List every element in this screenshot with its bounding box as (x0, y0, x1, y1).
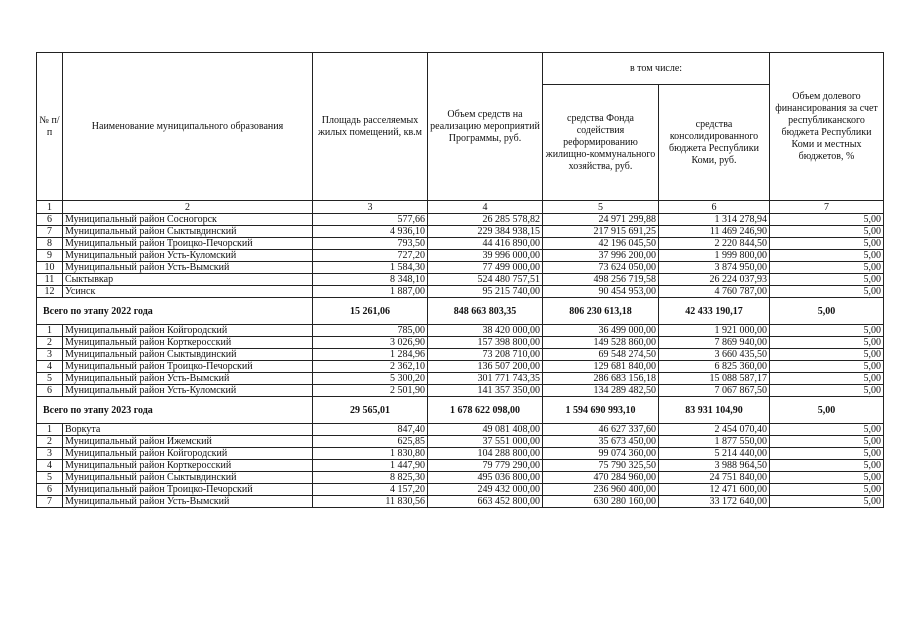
fund-resources: 129 681 840,00 (543, 361, 659, 373)
fund-resources: 37 996 200,00 (543, 250, 659, 262)
header-republic-budget: средства консолидированного бюджета Республики Коми, руб. (659, 85, 770, 201)
table-row (37, 484, 884, 496)
living-area: 1 830,80 (313, 448, 428, 460)
program-funds: 157 398 800,00 (428, 337, 543, 349)
living-area: 3 026,90 (313, 337, 428, 349)
cofinancing-share: 5,00 (770, 436, 884, 448)
fund-resources: 498 256 719,58 (543, 274, 659, 286)
program-funds: 38 420 000,00 (428, 325, 543, 337)
fund-resources: 42 196 045,50 (543, 238, 659, 250)
table-row (37, 361, 884, 373)
republic-budget: 26 224 037,93 (659, 274, 770, 286)
municipality-name: Муниципальный район Троицко-Печорский (63, 484, 313, 496)
row-number: 6 (37, 484, 63, 496)
row-number: 5 (37, 373, 63, 385)
fund-resources: 35 673 450,00 (543, 436, 659, 448)
cofinancing-share: 5,00 (770, 496, 884, 508)
stage-total-label: Всего по этапу 2022 года (37, 298, 313, 325)
column-number: 3 (313, 201, 428, 214)
table-row (37, 349, 884, 361)
cofinancing-share: 5,00 (770, 226, 884, 238)
header-row-number: № п/п (37, 53, 63, 201)
municipality-name: Муниципальный район Усть-Куломский (63, 250, 313, 262)
republic-budget: 1 921 000,00 (659, 325, 770, 337)
program-funds: 141 357 350,00 (428, 385, 543, 397)
program-funds: 663 452 800,00 (428, 496, 543, 508)
cofinancing-share: 5,00 (770, 460, 884, 472)
row-number: 3 (37, 349, 63, 361)
republic-budget: 3 660 435,50 (659, 349, 770, 361)
stage-total-program-funds: 848 663 803,35 (428, 298, 543, 325)
republic-budget: 3 988 964,50 (659, 460, 770, 472)
fund-resources: 75 790 325,50 (543, 460, 659, 472)
column-number: 4 (428, 201, 543, 214)
row-number: 5 (37, 472, 63, 484)
column-number: 7 (770, 201, 884, 214)
column-numbers-row (37, 201, 884, 214)
living-area: 793,50 (313, 238, 428, 250)
cofinancing-share: 5,00 (770, 238, 884, 250)
program-funds: 26 285 578,82 (428, 214, 543, 226)
fund-resources: 286 683 156,18 (543, 373, 659, 385)
fund-resources: 470 284 960,00 (543, 472, 659, 484)
fund-resources: 99 074 360,00 (543, 448, 659, 460)
cofinancing-share: 5,00 (770, 361, 884, 373)
republic-budget: 1 314 278,94 (659, 214, 770, 226)
stage-total-republic-budget: 83 931 104,90 (659, 397, 770, 424)
living-area: 4 936,10 (313, 226, 428, 238)
living-area: 1 584,30 (313, 262, 428, 274)
republic-budget: 15 088 587,17 (659, 373, 770, 385)
row-number: 7 (37, 496, 63, 508)
municipality-name: Муниципальный район Койгородский (63, 448, 313, 460)
cofinancing-share: 5,00 (770, 262, 884, 274)
stage-total-share: 5,00 (770, 397, 884, 424)
republic-budget: 11 469 246,90 (659, 226, 770, 238)
row-number: 2 (37, 337, 63, 349)
program-funds: 73 208 710,00 (428, 349, 543, 361)
republic-budget: 3 874 950,00 (659, 262, 770, 274)
program-funds: 49 081 408,00 (428, 424, 543, 436)
cofinancing-share: 5,00 (770, 373, 884, 385)
table-row (37, 496, 884, 508)
table-row (37, 373, 884, 385)
header-cofinancing-share: Объем долевого финансирования за счет республиканского бюджета Республики Коми и местных бюджетов, % (770, 53, 884, 201)
funding-table (36, 52, 884, 508)
municipality-name: Муниципальный район Усть-Вымский (63, 262, 313, 274)
stage-total-program-funds: 1 678 622 098,00 (428, 397, 543, 424)
cofinancing-share: 5,00 (770, 250, 884, 262)
program-funds: 524 480 757,51 (428, 274, 543, 286)
fund-resources: 149 528 860,00 (543, 337, 659, 349)
municipality-name: Муниципальный район Корткеросский (63, 337, 313, 349)
living-area: 8 825,30 (313, 472, 428, 484)
table-row (37, 436, 884, 448)
row-number: 10 (37, 262, 63, 274)
cofinancing-share: 5,00 (770, 349, 884, 361)
municipality-name: Муниципальный район Сыктывдинский (63, 349, 313, 361)
living-area: 577,66 (313, 214, 428, 226)
republic-budget: 1 877 550,00 (659, 436, 770, 448)
row-number: 1 (37, 424, 63, 436)
stage-total-label: Всего по этапу 2023 года (37, 397, 313, 424)
program-funds: 229 384 938,15 (428, 226, 543, 238)
fund-resources: 24 971 299,88 (543, 214, 659, 226)
living-area: 4 157,20 (313, 484, 428, 496)
program-funds: 39 996 000,00 (428, 250, 543, 262)
living-area: 625,85 (313, 436, 428, 448)
cofinancing-share: 5,00 (770, 325, 884, 337)
stage-total-fund-resources: 806 230 613,18 (543, 298, 659, 325)
republic-budget: 33 172 640,00 (659, 496, 770, 508)
municipality-name: Муниципальный район Усть-Вымский (63, 496, 313, 508)
table-row (37, 286, 884, 298)
fund-resources: 46 627 337,60 (543, 424, 659, 436)
fund-resources: 630 280 160,00 (543, 496, 659, 508)
row-number: 6 (37, 214, 63, 226)
row-number: 6 (37, 385, 63, 397)
row-number: 3 (37, 448, 63, 460)
living-area: 1 447,90 (313, 460, 428, 472)
municipality-name: Муниципальный район Троицко-Печорский (63, 238, 313, 250)
municipality-name: Сыктывкар (63, 274, 313, 286)
table-row (37, 472, 884, 484)
fund-resources: 73 624 050,00 (543, 262, 659, 274)
stage-total-republic-budget: 42 433 190,17 (659, 298, 770, 325)
municipality-name: Усинск (63, 286, 313, 298)
cofinancing-share: 5,00 (770, 274, 884, 286)
municipality-name: Муниципальный район Ижемский (63, 436, 313, 448)
stage-total-area: 15 261,06 (313, 298, 428, 325)
row-number: 4 (37, 460, 63, 472)
program-funds: 301 771 743,35 (428, 373, 543, 385)
column-number: 1 (37, 201, 63, 214)
living-area: 8 348,10 (313, 274, 428, 286)
program-funds: 44 416 890,00 (428, 238, 543, 250)
row-number: 11 (37, 274, 63, 286)
table-row (37, 214, 884, 226)
header-program-funds: Объем средств на реализацию мероприятий Программы, руб. (428, 53, 543, 201)
stage-total-fund-resources: 1 594 690 993,10 (543, 397, 659, 424)
republic-budget: 5 214 440,00 (659, 448, 770, 460)
program-funds: 104 288 800,00 (428, 448, 543, 460)
cofinancing-share: 5,00 (770, 337, 884, 349)
stage-total-row (37, 397, 884, 424)
cofinancing-share: 5,00 (770, 385, 884, 397)
program-funds: 249 432 000,00 (428, 484, 543, 496)
cofinancing-share: 5,00 (770, 484, 884, 496)
living-area: 847,40 (313, 424, 428, 436)
stage-total-share: 5,00 (770, 298, 884, 325)
cofinancing-share: 5,00 (770, 448, 884, 460)
municipality-name: Муниципальный район Троицко-Печорский (63, 361, 313, 373)
program-funds: 79 779 290,00 (428, 460, 543, 472)
living-area: 5 300,20 (313, 373, 428, 385)
table-row (37, 325, 884, 337)
program-funds: 37 551 000,00 (428, 436, 543, 448)
municipality-name: Муниципальный район Усть-Куломский (63, 385, 313, 397)
table-row (37, 238, 884, 250)
header-fund-resources: средства Фонда содействия реформированию жилищно-коммунального хозяйства, руб. (543, 85, 659, 201)
column-number: 5 (543, 201, 659, 214)
table-row (37, 250, 884, 262)
cofinancing-share: 5,00 (770, 214, 884, 226)
column-number: 2 (63, 201, 313, 214)
republic-budget: 24 751 840,00 (659, 472, 770, 484)
table-row (37, 262, 884, 274)
cofinancing-share: 5,00 (770, 286, 884, 298)
living-area: 1 284,96 (313, 349, 428, 361)
republic-budget: 2 220 844,50 (659, 238, 770, 250)
municipality-name: Воркута (63, 424, 313, 436)
cofinancing-share: 5,00 (770, 472, 884, 484)
municipality-name: Муниципальный район Сыктывдинский (63, 472, 313, 484)
row-number: 4 (37, 361, 63, 373)
living-area: 11 830,56 (313, 496, 428, 508)
table-row (37, 226, 884, 238)
row-number: 1 (37, 325, 63, 337)
program-funds: 495 036 800,00 (428, 472, 543, 484)
row-number: 8 (37, 238, 63, 250)
table-row (37, 460, 884, 472)
row-number: 2 (37, 436, 63, 448)
header-living-area: Площадь расселяемых жилых помещений, кв.м (313, 53, 428, 201)
fund-resources: 36 499 000,00 (543, 325, 659, 337)
cofinancing-share: 5,00 (770, 424, 884, 436)
header-municipality-name: Наименование муниципального образования (63, 53, 313, 201)
republic-budget: 4 760 787,00 (659, 286, 770, 298)
republic-budget: 6 825 360,00 (659, 361, 770, 373)
program-funds: 77 499 000,00 (428, 262, 543, 274)
row-number: 12 (37, 286, 63, 298)
fund-resources: 236 960 400,00 (543, 484, 659, 496)
living-area: 785,00 (313, 325, 428, 337)
municipality-name: Муниципальный район Койгородский (63, 325, 313, 337)
stage-total-row (37, 298, 884, 325)
table-row (37, 385, 884, 397)
republic-budget: 7 067 867,50 (659, 385, 770, 397)
fund-resources: 217 915 691,25 (543, 226, 659, 238)
row-number: 9 (37, 250, 63, 262)
fund-resources: 90 454 953,00 (543, 286, 659, 298)
table-row (37, 448, 884, 460)
program-funds: 136 507 200,00 (428, 361, 543, 373)
table-row (37, 337, 884, 349)
municipality-name: Муниципальный район Сыктывдинский (63, 226, 313, 238)
municipality-name: Муниципальный район Сосногорск (63, 214, 313, 226)
fund-resources: 69 548 274,50 (543, 349, 659, 361)
column-number: 6 (659, 201, 770, 214)
header-including: в том числе: (543, 53, 770, 85)
table-row (37, 274, 884, 286)
living-area: 727,20 (313, 250, 428, 262)
living-area: 2 501,90 (313, 385, 428, 397)
living-area: 1 887,00 (313, 286, 428, 298)
fund-resources: 134 289 482,50 (543, 385, 659, 397)
row-number: 7 (37, 226, 63, 238)
republic-budget: 7 869 940,00 (659, 337, 770, 349)
republic-budget: 12 471 600,00 (659, 484, 770, 496)
table-row (37, 424, 884, 436)
program-funds: 95 215 740,00 (428, 286, 543, 298)
living-area: 2 362,10 (313, 361, 428, 373)
republic-budget: 1 999 800,00 (659, 250, 770, 262)
stage-total-area: 29 565,01 (313, 397, 428, 424)
republic-budget: 2 454 070,40 (659, 424, 770, 436)
municipality-name: Муниципальный район Корткеросский (63, 460, 313, 472)
municipality-name: Муниципальный район Усть-Вымский (63, 373, 313, 385)
